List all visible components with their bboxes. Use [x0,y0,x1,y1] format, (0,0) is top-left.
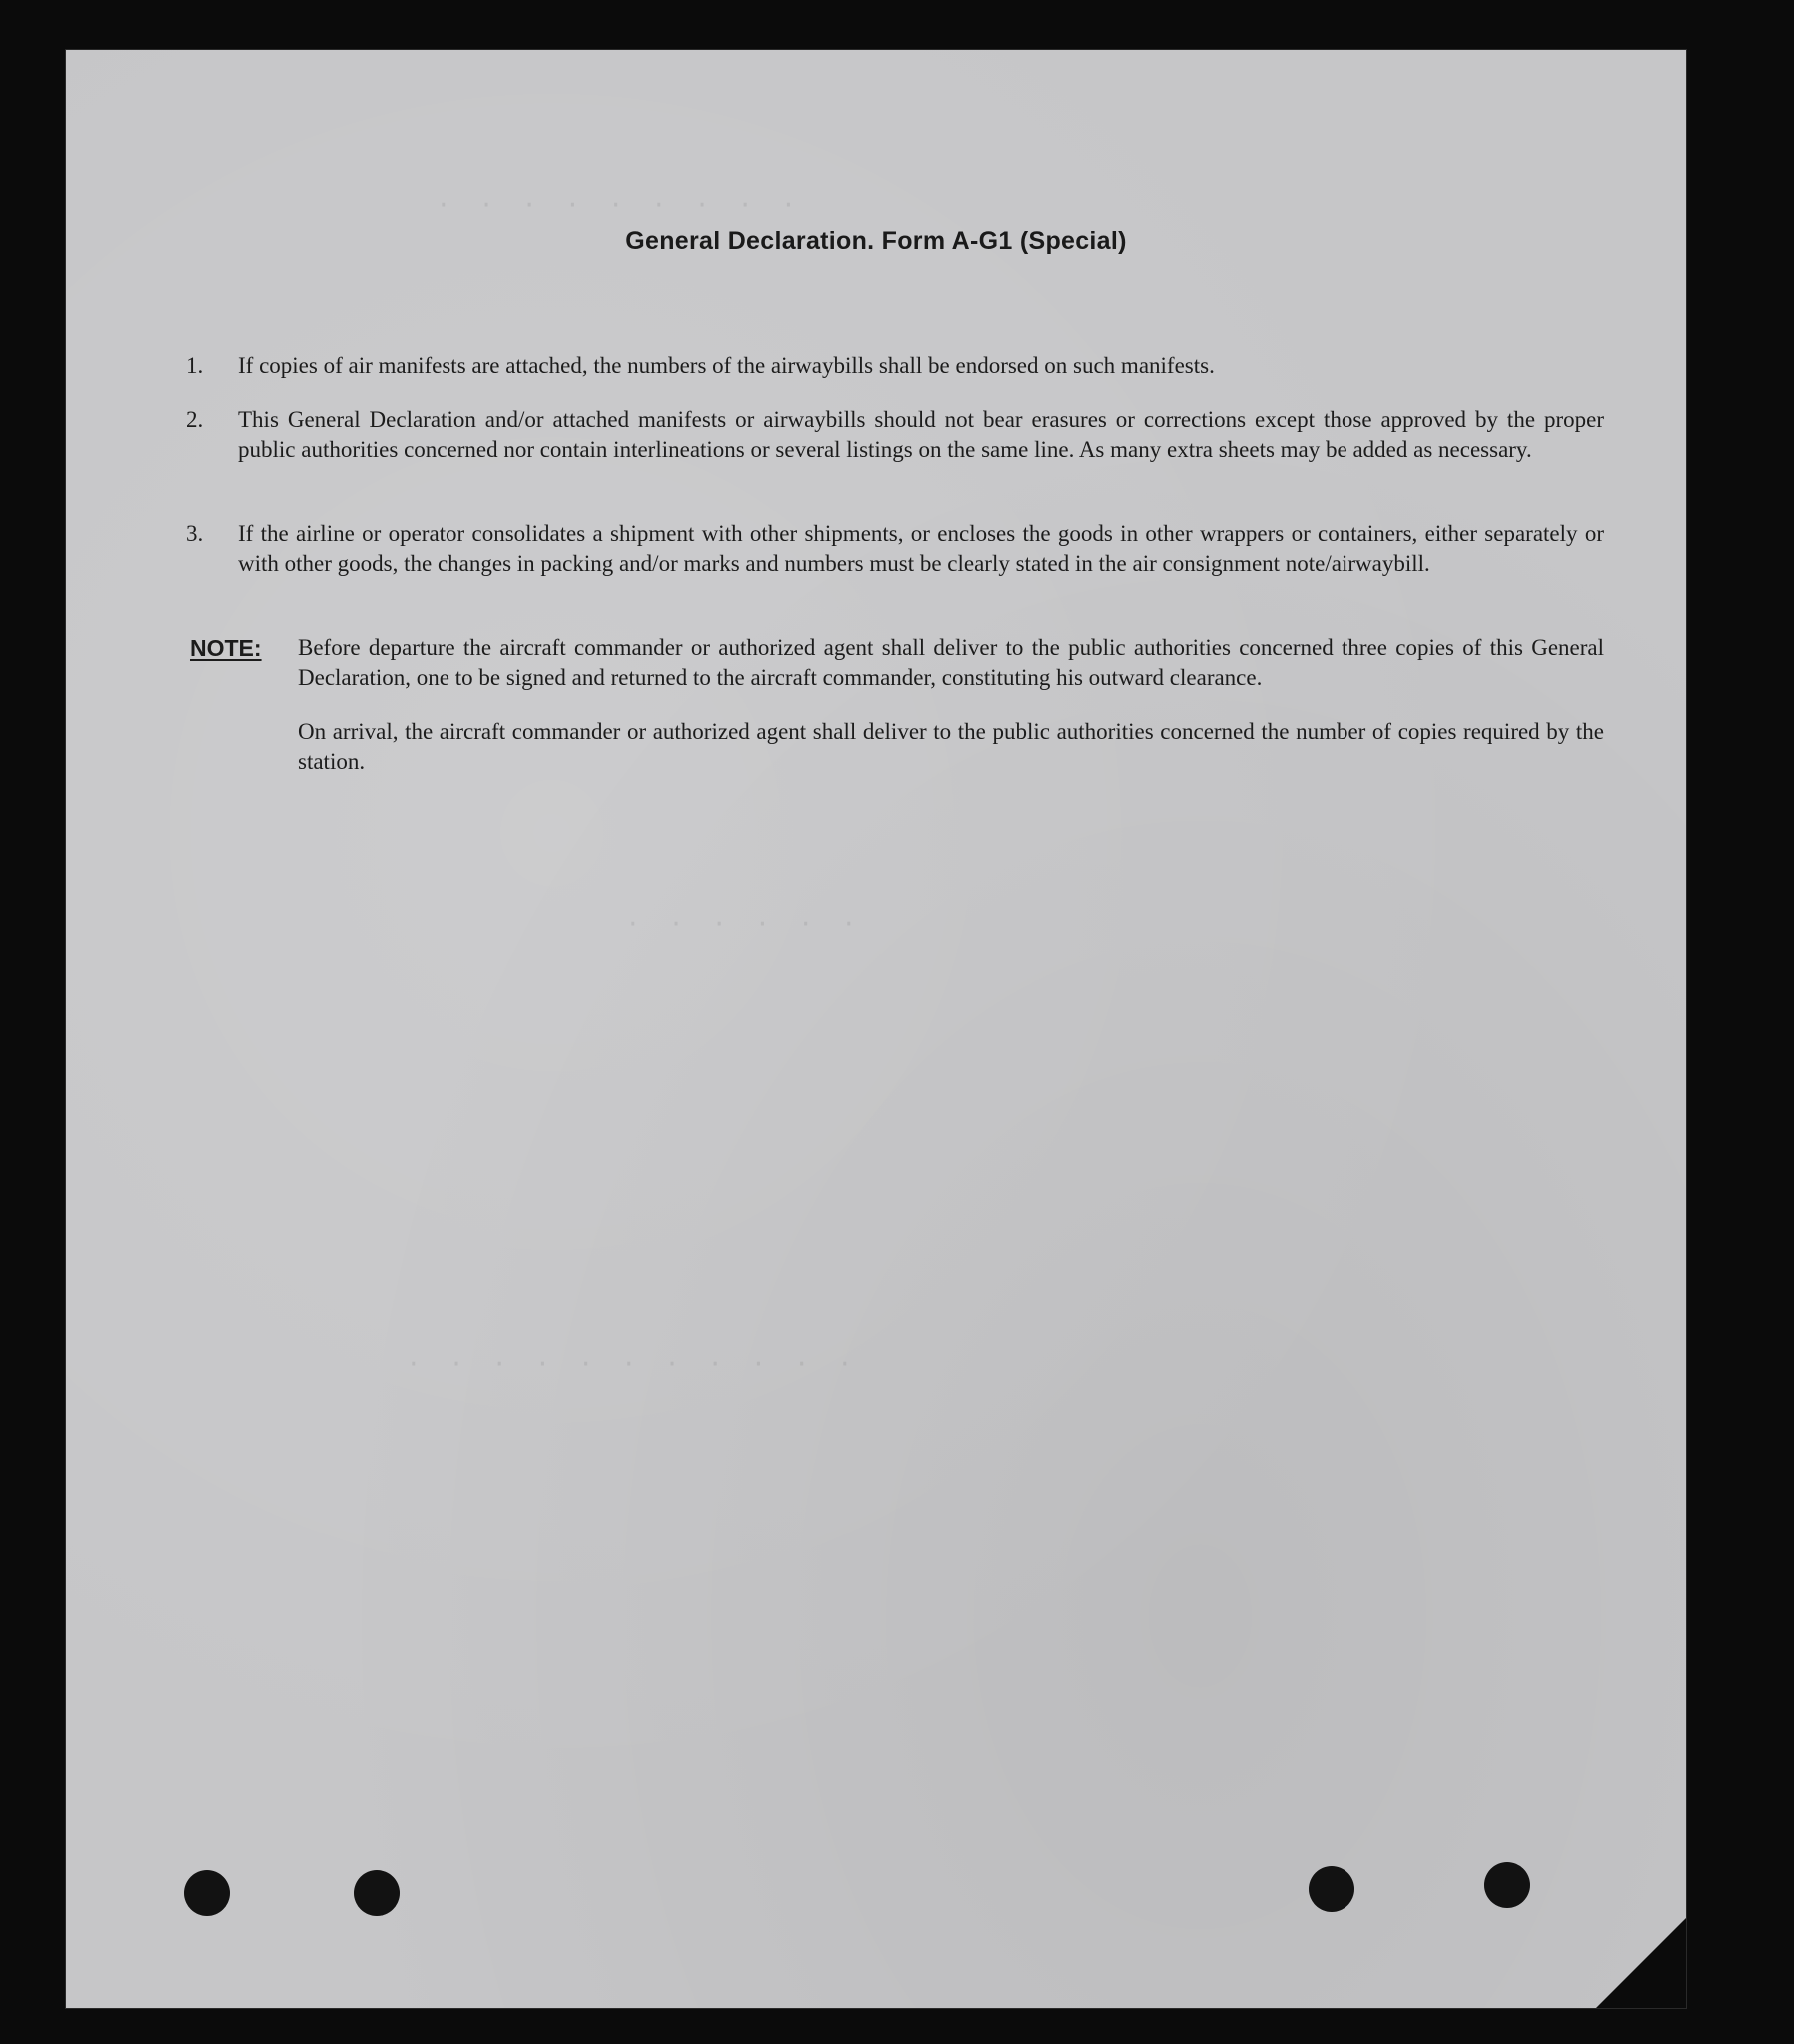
note-section [190,633,1604,801]
punch-hole [354,1870,400,1916]
list-item-text: This General Declaration and/or attached manifests or airwaybills should not bear erasures or corrections except those approved by the proper public authorities concerned nor contain interlineations or several listings on the same line. As many extra sheets may be added as necessary. [238,407,1604,462]
list-item [186,405,1604,465]
bleed-through-texture: · · · · · · [625,909,863,939]
punch-hole [184,1870,230,1916]
document-title: General Declaration. Form A-G1 (Special) [625,227,1127,255]
note-paragraph-arrival: On arrival, the aircraft commander or authorized agent shall deliver to the public authorities concerned the number of copies required by the station. [298,719,1604,774]
bleed-through-texture: · · · · · · · · · · · [406,1349,859,1379]
punch-hole [1484,1862,1530,1908]
bleed-through-texture: · · · · · · · · · [436,190,803,220]
note-paragraph-departure: Before departure the aircraft commander or authorized agent shall deliver to the public authorities concerned three copies of this General Declaration, one to be signed and returned to the aircraft commander, constituting his outward clearance. [298,635,1604,690]
document-page [66,50,1686,2008]
note-label: NOTE: [190,635,262,661]
list-item-number: 2. [186,407,204,432]
list-item-text: If the airline or operator consolidates a shipment with other shipments, or encloses the goods in other wrappers or containers, either separately or with other goods, the changes in packing and/or marks and numbers must be clearly stated in the air consignment note/airwaybill. [238,521,1604,576]
punch-hole [1309,1866,1354,1912]
list-item-text: If copies of air manifests are attached, the numbers of the airwaybills shall be endorsed on such manifests. [238,353,1215,378]
list-item-number: 3. [186,521,204,546]
list-item [186,519,1604,579]
folded-corner [1596,1918,1686,2008]
list-item [186,351,1604,381]
list-item-number: 1. [186,353,204,378]
